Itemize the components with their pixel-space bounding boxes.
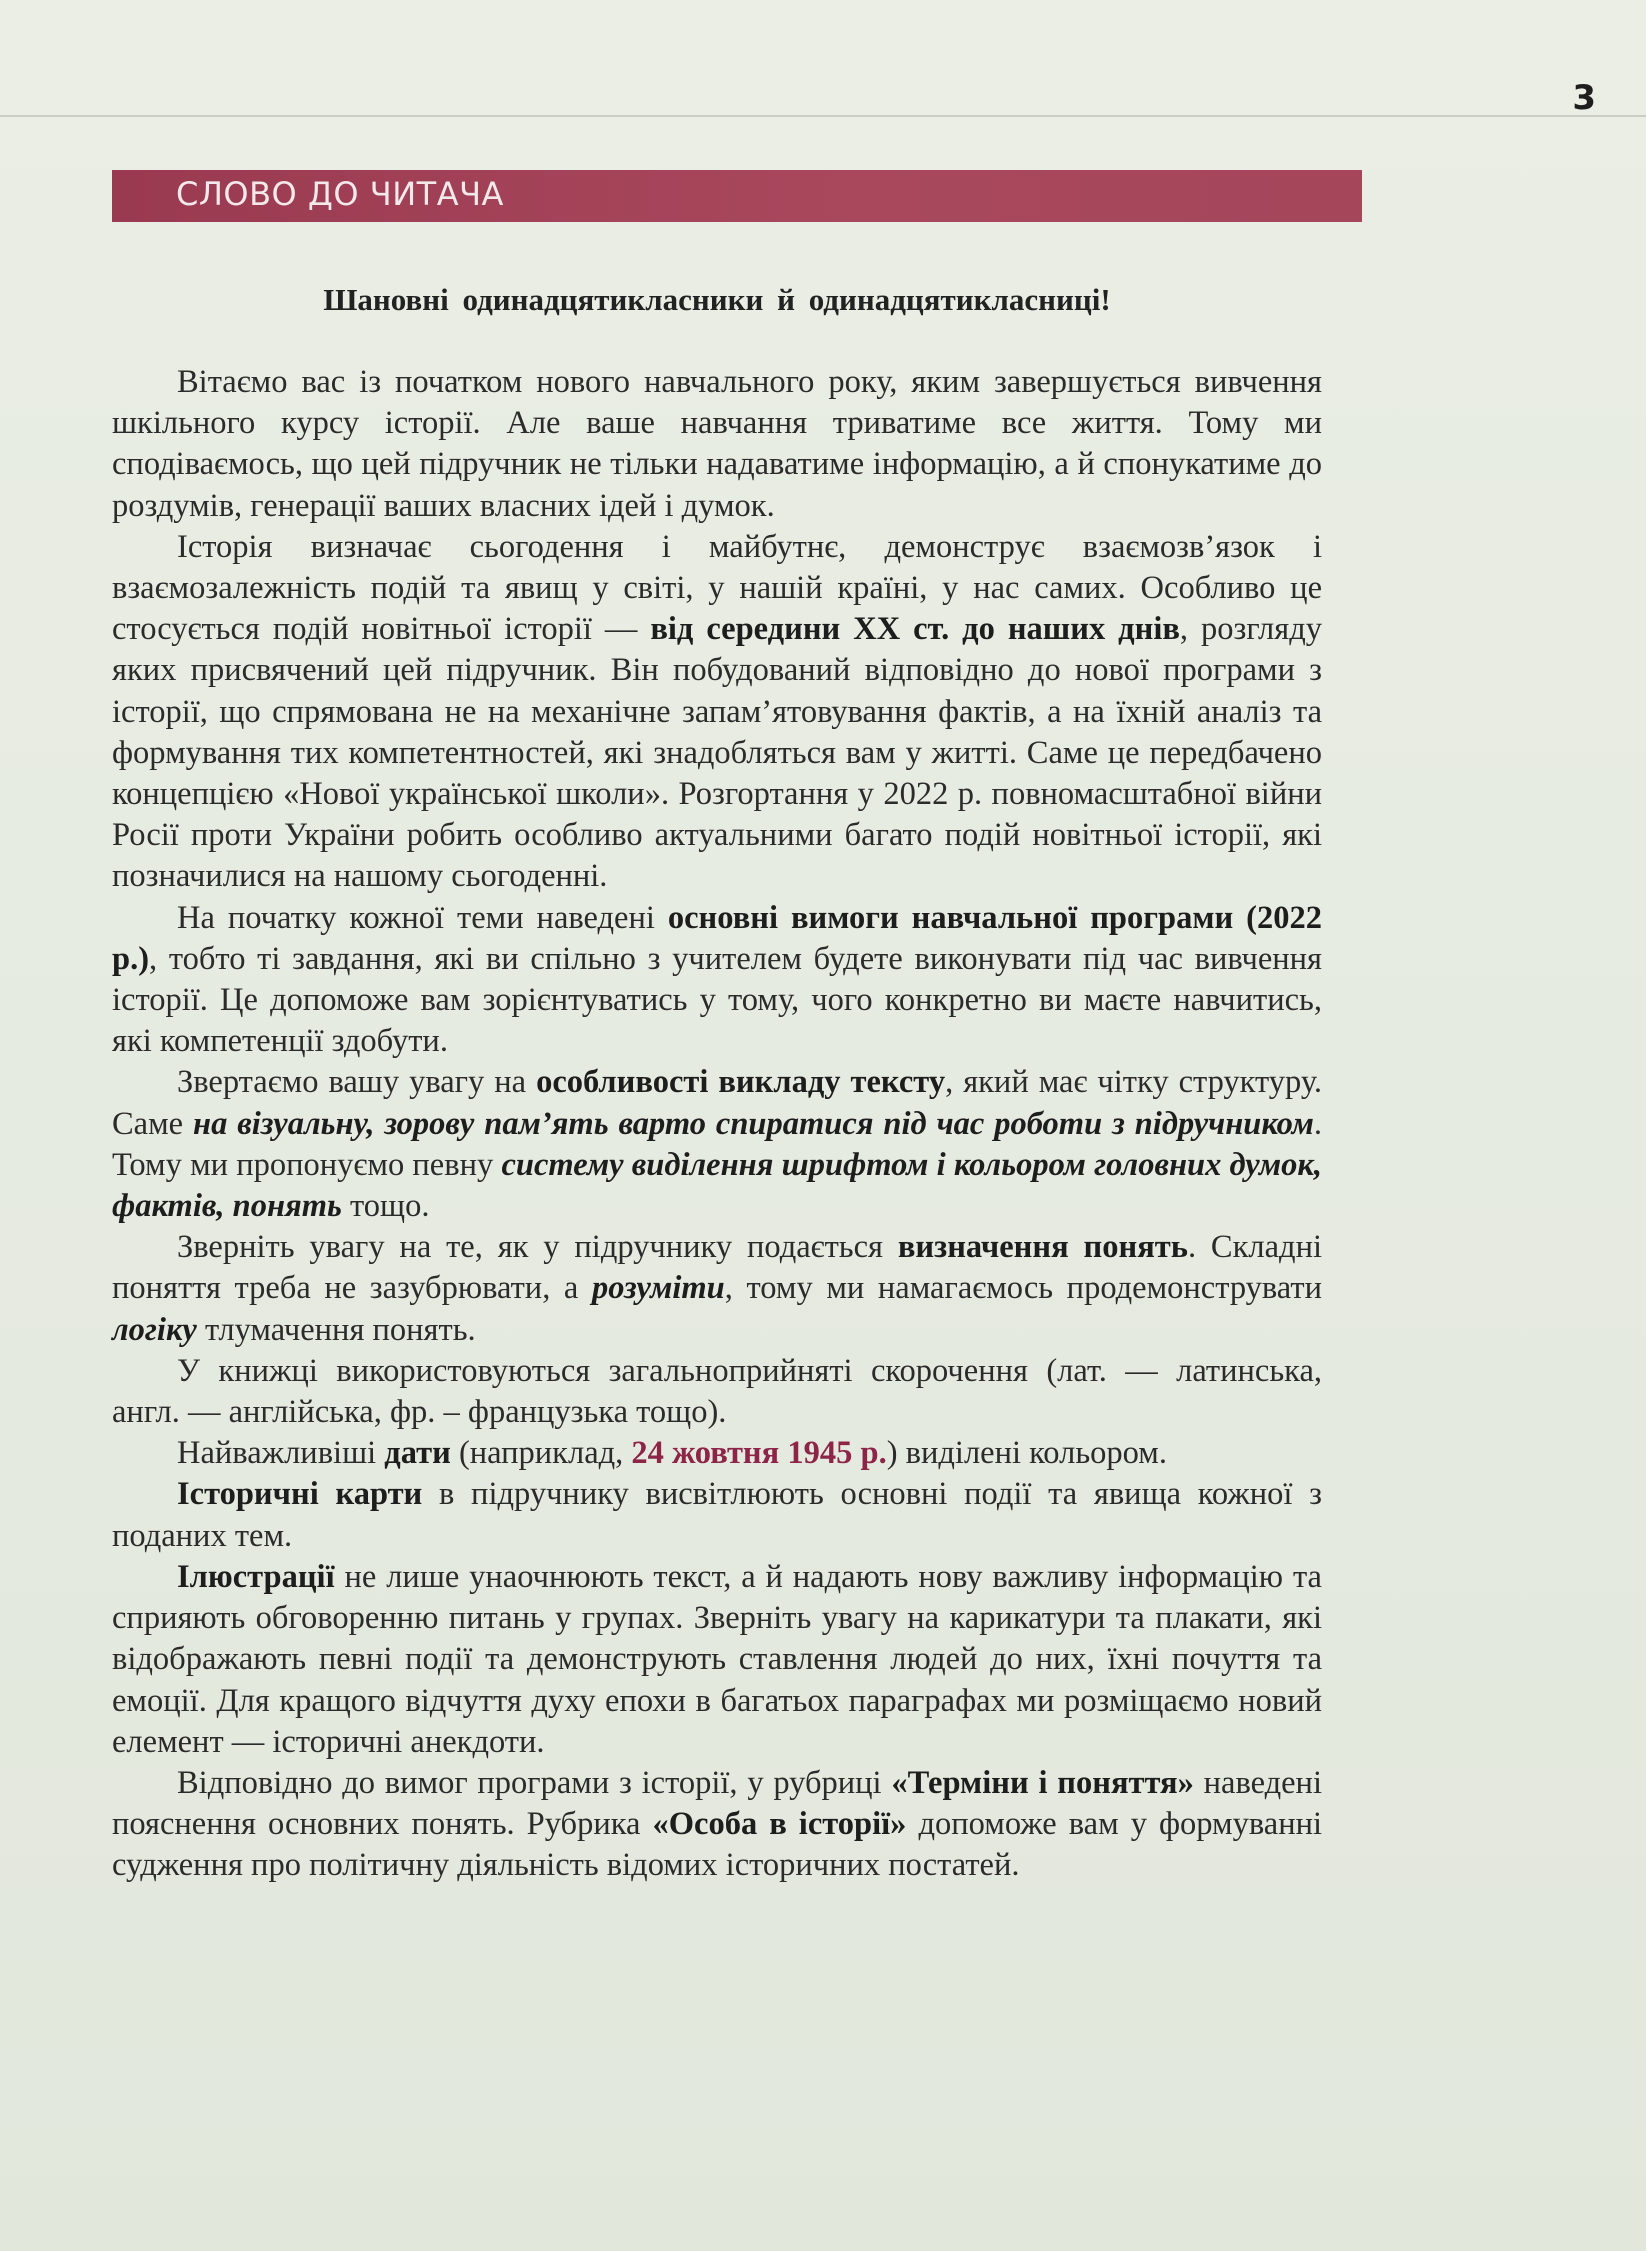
- emphasis-maps: Історичні карти: [177, 1476, 423, 1513]
- paragraph-6: У книжці використовуються загальноприйняті скорочення (лат. — латинська, англ. — англійська, фр. – французька тощо).: [112, 1352, 1322, 1431]
- paragraph-4: Звертаємо вашу увагу на особливості викладу тексту, який має чітку структуру. Саме на візуальну, зорову пам’ять варто спиратися під час роботи з підручником. Тому ми пропонуємо певну систему виділення шрифтом і кольором головних думок, фактів, понять тощо.: [112, 1064, 1322, 1225]
- section-header-bar: [112, 170, 1362, 222]
- top-divider: [0, 115, 1646, 117]
- emphasis-definitions: визначення понять: [897, 1229, 1188, 1266]
- body-text: [112, 362, 1322, 1887]
- paragraph-7: Найважливіші дати (наприклад, 24 жовтня 1945 р.) виділені кольором.: [177, 1435, 1167, 1472]
- paragraph-5: Зверніть увагу на те, як у підручнику подається визначення понять. Складні поняття треба не зазубрювати, а розуміти, тому ми намагаємось продемонструвати логіку тлумачення понять.: [112, 1229, 1322, 1348]
- emphasis-program-requirements: основні вимоги навчальної програми (2022 р.): [112, 899, 1322, 977]
- emphasis-understand: розуміти: [591, 1270, 725, 1307]
- emphasis-visual-memory: на візуальну, зорову пам’ять варто спиратися під час роботи з підручником: [193, 1105, 1314, 1142]
- paragraph-8: Історичні карти в підручнику висвітлюють основні події та явища кожної з поданих тем.: [112, 1476, 1322, 1554]
- paragraph-10: Відповідно до вимог програми з історії, у рубриці «Терміни і поняття» наведені пояснення основних понять. Рубрика «Особа в історії» допоможе вам у формуванні судження про політичну діяльність відомих історичних постатей.: [112, 1764, 1323, 1884]
- paragraph-2: Історія визначає сьогодення і майбутнє, демонструє взаємозв’язок і взаємозалежність подій та явищ у світі, у нашій країні, у нас самих. Особливо це стосується подій новітньої історії — від середини ХХ ст. до наших днів, розгляду яких присвячений цей підручник. Він побудований відповідно до нової програми з історії, що спрямована не на механічне запам’ятовування фактів, а на їхній аналіз та формування тих компетентностей, які знадобляться вам у житті. Саме це передбачено концепцією «Нової української школи». Розгортання у 2022 р. повномасштабної війни Росії проти України робить особливо актуальними багато подій новітньої історії, які позначилися на нашому сьогоденні.: [112, 528, 1322, 895]
- emphasis-period: від середини ХХ ст. до наших днів: [650, 611, 1180, 648]
- emphasis-dates: дати: [384, 1435, 451, 1472]
- emphasis-highlight-system: систему виділення шрифтом і кольором головних думок, фактів, понять: [112, 1146, 1322, 1225]
- paragraph-3: На початку кожної теми наведені основні вимоги навчальної програми (2022 р.), тобто ті завдання, які ви спільно з учителем будете виконувати під час вивчення історії. Це допоможе вам зорієнтуватись у тому, чого конкретно ви маєте навчитись, які компетенції здобути.: [112, 899, 1322, 1060]
- emphasis-terms-rubric: «Терміни і поняття»: [891, 1764, 1194, 1801]
- page-number: 3: [1572, 78, 1596, 118]
- emphasis-person-rubric: «Особа в історії»: [652, 1806, 907, 1843]
- emphasis-text-features: особливості викладу тексту: [536, 1064, 946, 1101]
- paragraph-1: Вітаємо вас із початком нового навчального року, яким завершується вивчення шкільного курсу історії. Але ваше навчання триватиме все життя. Тому ми сподіваємось, що цей підручник не тільки надаватиме інформацію, а й спонукатиме до роздумів, генерації ваших власних ідей і думок.: [112, 364, 1322, 524]
- paragraph-9: Ілюстрації не лише унаочнюють текст, а й надають нову важливу інформацію та сприяють обговоренню питань у групах. Зверніть увагу на карикатури та плакати, які відображають певні події та демонструють ставлення людей до них, їхні почуття та емоції. Для кращого відчуття духу епохи в багатьох параграфах ми розміщаємо новий елемент — історичні анекдоти.: [112, 1558, 1322, 1760]
- section-title: СЛОВО ДО ЧИТАЧА: [176, 175, 504, 213]
- emphasis-logic: логіку: [112, 1311, 197, 1348]
- highlighted-date-example: 24 жовтня 1945 р.: [631, 1435, 887, 1472]
- greeting-heading: Шановні одинадцятикласники й одинадцятикласниці!: [323, 282, 1111, 317]
- emphasis-illustrations: Ілюстрації: [177, 1558, 335, 1595]
